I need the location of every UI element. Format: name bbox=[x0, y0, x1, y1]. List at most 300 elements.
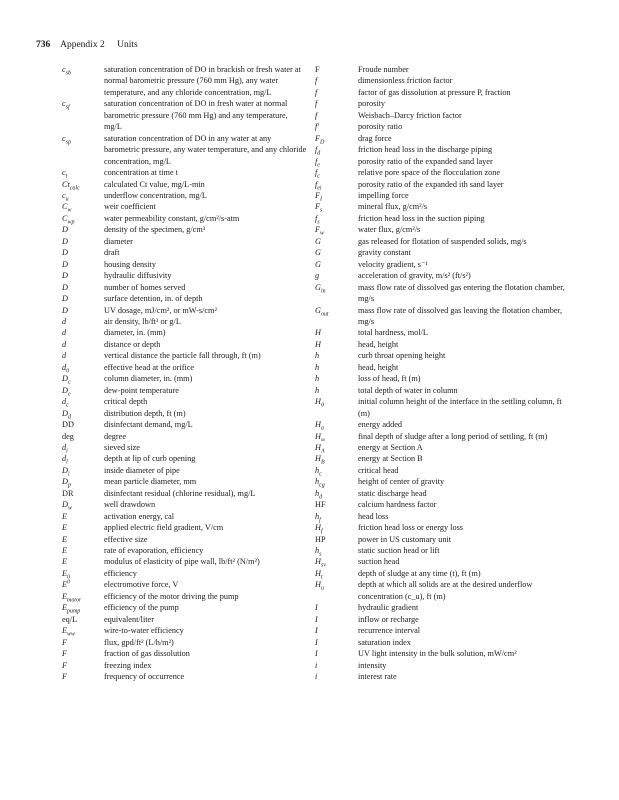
symbol-entry bbox=[315, 167, 570, 178]
symbol-superscript: 0 bbox=[67, 579, 71, 586]
symbol: I bbox=[315, 649, 318, 659]
symbol-description: column diameter, in. (mm) bbox=[104, 374, 193, 384]
symbol: D bbox=[62, 225, 68, 235]
symbol-entry bbox=[62, 648, 307, 659]
symbol: $c_u$ bbox=[62, 190, 69, 203]
symbol: $d_l$ bbox=[62, 454, 68, 467]
symbol-description: calculated Ct value, mg/L-min bbox=[104, 179, 205, 189]
symbol: $C_{wp}$ bbox=[62, 213, 75, 226]
symbol-description: gravity constant bbox=[358, 248, 411, 258]
symbol: I bbox=[315, 626, 318, 636]
symbol: HF bbox=[315, 500, 326, 510]
symbol-entry bbox=[315, 614, 570, 625]
symbol-description: critical head bbox=[358, 465, 399, 475]
symbol: $E_0$ bbox=[62, 568, 71, 581]
symbol-subscript: u bbox=[65, 196, 69, 203]
symbol-description: porosity bbox=[358, 99, 386, 109]
symbol-entry bbox=[62, 522, 307, 533]
symbol-description: interest rate bbox=[358, 672, 397, 682]
symbol-description: relative pore space of the flocculation zone bbox=[358, 168, 501, 178]
symbol-description: head loss bbox=[358, 511, 389, 521]
symbol: $H_0$ bbox=[315, 397, 324, 409]
symbol-description: diameter, in. (mm) bbox=[104, 328, 166, 338]
symbol-entry bbox=[62, 327, 307, 338]
symbol: F bbox=[62, 672, 68, 682]
symbol-subscript: B bbox=[320, 460, 325, 467]
symbol: E bbox=[62, 546, 68, 556]
symbol-entry bbox=[315, 648, 570, 659]
symbol-entry bbox=[62, 236, 307, 247]
symbol: D bbox=[62, 248, 68, 258]
symbol: $H_B$ bbox=[315, 454, 325, 467]
symbol-entry bbox=[315, 213, 570, 224]
symbol-description: total hardness, mol/L bbox=[358, 328, 428, 338]
symbol: $H_a$ bbox=[315, 420, 324, 432]
symbol: $c_t$ bbox=[62, 168, 68, 180]
left-symbol-column bbox=[62, 64, 307, 682]
symbol-subscript: A bbox=[320, 448, 325, 455]
symbol-entry bbox=[62, 453, 307, 467]
symbol: $F_s$ bbox=[315, 202, 323, 215]
symbol-subscript: e bbox=[67, 391, 71, 398]
symbol: $f_d$ bbox=[315, 145, 321, 157]
symbol-description: curb throat opening height bbox=[358, 351, 446, 361]
symbol-description: hydraulic gradient bbox=[358, 603, 419, 613]
symbol-entry bbox=[315, 201, 570, 215]
symbol: D bbox=[62, 259, 68, 269]
symbol-entry bbox=[315, 339, 570, 350]
symbol: i bbox=[315, 672, 318, 682]
symbol-description: underflow concentration, mg/L bbox=[104, 190, 207, 200]
symbol-description: fraction of gas dissolution bbox=[104, 649, 190, 659]
symbol-description: mass flow rate of dissolved gas leaving the flotation chamber, mg/s bbox=[358, 305, 563, 326]
symbol-entry bbox=[62, 511, 307, 522]
symbol-subscript: a bbox=[320, 425, 324, 432]
symbol-subscript: 0 bbox=[66, 368, 70, 375]
symbol-entry bbox=[315, 179, 570, 190]
symbol-description: inflow or recharge bbox=[358, 614, 419, 624]
symbol-entry bbox=[62, 671, 307, 682]
symbol-subscript: c bbox=[66, 402, 69, 409]
symbol: $D_w$ bbox=[62, 500, 72, 512]
symbol: d bbox=[62, 328, 67, 338]
symbol-entry bbox=[315, 556, 570, 570]
symbol: h bbox=[315, 374, 320, 384]
symbol-description: sieved size bbox=[104, 442, 140, 452]
symbol-description: activation energy, cal bbox=[104, 511, 175, 521]
symbol-entry bbox=[62, 419, 307, 430]
symbol-entry bbox=[62, 602, 307, 613]
symbol-description: distribution depth, ft (m) bbox=[104, 408, 186, 418]
symbol-entry bbox=[62, 499, 307, 510]
symbol-entry bbox=[315, 259, 570, 270]
symbol-entry bbox=[315, 385, 570, 396]
symbol: $E_{motor}$ bbox=[62, 591, 82, 604]
symbol: $H_\infty$ bbox=[315, 431, 326, 444]
symbol: $f_e$ bbox=[315, 156, 320, 169]
symbol-subscript: sb bbox=[65, 70, 71, 77]
symbol-description: porosity ratio of the expanded sand layer bbox=[358, 156, 493, 166]
symbol-subscript: 0 bbox=[320, 402, 324, 409]
symbol-subscript: motor bbox=[67, 597, 82, 604]
symbol: H bbox=[315, 339, 321, 349]
symbol-entry bbox=[315, 568, 570, 579]
symbol-description: efficiency of the motor driving the pump bbox=[104, 591, 239, 601]
symbol-subscript: f bbox=[320, 528, 323, 535]
symbol-entry bbox=[62, 568, 307, 579]
symbol-entry bbox=[315, 327, 570, 338]
symbol-entry bbox=[315, 373, 570, 384]
symbol-subscript: d bbox=[67, 414, 71, 421]
symbol-description: hydraulic diffusivity bbox=[104, 271, 172, 281]
symbol-subscript: s bbox=[319, 551, 322, 558]
symbol-description: wire-to-water efficiency bbox=[104, 626, 184, 636]
symbol-entry bbox=[62, 201, 307, 215]
symbol-entry bbox=[62, 64, 307, 98]
symbol-entry bbox=[315, 511, 570, 522]
symbol-description: effective size bbox=[104, 534, 148, 544]
symbol-description: modulus of elasticity of pipe wall, lb/ft² (N/m²) bbox=[104, 557, 260, 567]
symbol-entry bbox=[62, 362, 307, 373]
symbol-description: effective head at the orifice bbox=[104, 362, 195, 372]
symbol-description: porosity ratio of the expanded ith sand layer bbox=[358, 179, 504, 189]
symbol: f bbox=[315, 99, 318, 109]
symbol: $d_i$ bbox=[62, 442, 68, 455]
symbol: F bbox=[62, 637, 68, 647]
symbol: E bbox=[62, 523, 68, 533]
symbol-subscript: wp bbox=[67, 219, 75, 226]
symbol-entry bbox=[62, 408, 307, 419]
symbol-subscript: out bbox=[320, 311, 329, 318]
symbol-description: head, height bbox=[358, 362, 399, 372]
symbol: $D_d$ bbox=[62, 408, 71, 421]
symbol-subscript: sp bbox=[65, 139, 71, 146]
symbol-entry bbox=[62, 224, 307, 235]
right-symbol-column bbox=[315, 64, 570, 682]
symbol-description: friction head loss in the suction piping bbox=[358, 213, 485, 223]
symbol: $G_{out}$ bbox=[315, 305, 329, 318]
symbol-entry bbox=[62, 431, 307, 442]
symbol-entry bbox=[315, 305, 570, 328]
symbol: deg bbox=[62, 431, 74, 441]
symbol-subscript: D bbox=[320, 139, 325, 146]
symbol-entry bbox=[62, 98, 307, 132]
symbol: D bbox=[62, 236, 68, 246]
symbol: DR bbox=[62, 488, 74, 498]
symbol-description: concentration at time t bbox=[104, 168, 178, 178]
symbol: E bbox=[62, 511, 68, 521]
symbol: HP bbox=[315, 534, 326, 544]
symbol-entry bbox=[315, 419, 570, 430]
symbol-entry bbox=[315, 282, 570, 305]
symbol: I bbox=[315, 614, 318, 624]
symbol-description: degree bbox=[104, 431, 126, 441]
symbol: $d_c$ bbox=[62, 397, 69, 409]
symbol-entry bbox=[62, 259, 307, 270]
symbol-description: energy added bbox=[358, 420, 403, 430]
symbol-entry bbox=[62, 591, 307, 602]
symbol-description: total depth of water in column bbox=[358, 385, 458, 395]
symbol: $h_d$ bbox=[315, 488, 323, 501]
symbol-description: distance or depth bbox=[104, 339, 161, 349]
symbol-description: head, height bbox=[358, 339, 399, 349]
symbol-entry bbox=[315, 579, 570, 602]
symbol-entry bbox=[315, 545, 570, 556]
symbol-description: efficiency bbox=[104, 568, 137, 578]
symbol-entry bbox=[62, 316, 307, 327]
symbol-entry bbox=[315, 453, 570, 467]
symbol-description: electromotive force, V bbox=[104, 580, 179, 590]
symbol-description: final depth of sludge after a long period of settling, ft (m) bbox=[358, 431, 548, 441]
symbol-entry bbox=[62, 660, 307, 671]
symbol-entry bbox=[315, 190, 570, 201]
symbol-description: UV light intensity in the bulk solution, mW/cm² bbox=[358, 649, 517, 659]
symbol: E bbox=[62, 557, 68, 567]
symbol: G bbox=[315, 259, 321, 269]
symbol-description: energy at Section B bbox=[358, 454, 423, 464]
symbol-entry bbox=[62, 534, 307, 545]
symbol-entry bbox=[315, 98, 570, 109]
symbol: E bbox=[62, 534, 68, 544]
symbol-entry bbox=[62, 385, 307, 396]
symbol-subscript: s bbox=[320, 208, 323, 215]
symbol: f bbox=[315, 76, 318, 86]
symbol: I bbox=[315, 603, 318, 613]
symbol-subscript: c bbox=[319, 471, 322, 478]
symbol-description: inside diameter of pipe bbox=[104, 465, 180, 475]
symbol-entry bbox=[315, 671, 570, 682]
symbol-description: surface detention, in. of depth bbox=[104, 294, 203, 304]
symbol: D bbox=[62, 294, 68, 304]
symbol-subscript: t bbox=[65, 173, 68, 180]
symbol-description: intensity bbox=[358, 660, 387, 670]
symbol: eq/L bbox=[62, 614, 78, 624]
symbol-description: gas released for flotation of suspended solids, mg/s bbox=[358, 236, 527, 246]
symbol-entry bbox=[62, 465, 307, 476]
symbol: h bbox=[315, 362, 320, 372]
symbol: $H_A$ bbox=[315, 442, 325, 455]
symbol-subscript: ∞ bbox=[320, 437, 326, 444]
appendix-label: Appendix 2 bbox=[60, 40, 105, 50]
symbol-subscript: f bbox=[319, 517, 321, 524]
symbol-description: disinfectant residual (chlorine residual), mg/L bbox=[104, 488, 256, 498]
symbol: $H_u$ bbox=[315, 580, 324, 593]
symbol-entry bbox=[62, 282, 307, 293]
symbol-entry bbox=[62, 179, 307, 190]
symbol-entry bbox=[315, 602, 570, 613]
page-number: 736 bbox=[36, 40, 51, 50]
symbol-description: saturation index bbox=[358, 637, 411, 647]
symbol-description: water flux, g/cm²/s bbox=[358, 225, 421, 235]
symbol: F bbox=[62, 649, 68, 659]
symbol: H bbox=[315, 328, 321, 338]
symbol-description: recurrence interval bbox=[358, 626, 421, 636]
symbol-entry bbox=[62, 190, 307, 201]
symbol-subscript: 0 bbox=[67, 574, 71, 581]
symbol-description: efficiency of the pump bbox=[104, 603, 179, 613]
symbol-description: mineral flux, g/cm²/s bbox=[358, 202, 428, 212]
symbol-entry bbox=[315, 270, 570, 281]
symbol-entry bbox=[62, 247, 307, 258]
symbol-subscript: pump bbox=[67, 608, 81, 615]
symbol: h bbox=[315, 351, 320, 361]
symbol-description: friction head loss or energy loss bbox=[358, 523, 464, 533]
symbol: $h_{cg}$ bbox=[315, 477, 325, 489]
symbol: $h_s$ bbox=[315, 546, 322, 558]
symbol-entry bbox=[62, 488, 307, 499]
symbol-description: housing density bbox=[104, 259, 157, 269]
symbol-subscript: s bbox=[317, 219, 320, 226]
symbol-entry bbox=[315, 64, 570, 75]
symbol-subscript: c bbox=[317, 173, 320, 180]
symbol-description: static discharge head bbox=[358, 488, 427, 498]
symbol-description: Weisbach–Darcy friction factor bbox=[358, 110, 462, 120]
symbol-description: depth of sludge at any time (t), ft (m) bbox=[358, 568, 481, 578]
symbol-entry bbox=[315, 87, 570, 98]
symbol-entry bbox=[315, 431, 570, 442]
symbol-description: draft bbox=[104, 248, 120, 258]
symbol-description: depth at which all solids are at the desired underflow concentration (c_u), ft (m) bbox=[358, 580, 533, 601]
symbol: $H_f$ bbox=[315, 523, 323, 535]
symbol-description: porosity ratio bbox=[358, 122, 403, 132]
symbol-description: saturation concentration of DO in fresh water at normal barometric pressure (760 mm Hg) and any temperature, mg/L bbox=[104, 99, 288, 132]
symbol-description: vertical distance the particle fall through, ft (m) bbox=[104, 351, 261, 361]
symbol-subscript: p bbox=[67, 482, 71, 489]
symbol-entry bbox=[315, 236, 570, 247]
symbol: $c_{sf}$ bbox=[62, 99, 70, 111]
symbol: $f_s$ bbox=[315, 213, 320, 226]
symbol-subscript: w bbox=[67, 208, 72, 215]
symbol: i bbox=[315, 660, 318, 670]
symbol-subscript: w bbox=[67, 505, 72, 512]
symbol-entry bbox=[62, 637, 307, 648]
symbol-entry bbox=[62, 339, 307, 350]
symbol: $F_w$ bbox=[315, 225, 325, 237]
symbol-description: mass flow rate of dissolved gas entering the flotation chamber, mg/s bbox=[358, 282, 565, 304]
symbol-entry bbox=[315, 499, 570, 510]
symbol-subscript: i bbox=[66, 448, 68, 455]
symbol-description: suction head bbox=[358, 557, 400, 567]
symbol-subscript: sv bbox=[320, 563, 326, 570]
symbol-description: frequency of occurrence bbox=[104, 672, 185, 682]
symbol: $D_e$ bbox=[62, 385, 71, 398]
symbol-subscript: e bbox=[317, 162, 320, 169]
symbol: G bbox=[315, 248, 321, 258]
symbol-description: rate of evaporation, efficiency bbox=[104, 546, 204, 556]
symbol-description: number of homes served bbox=[104, 282, 186, 292]
symbol-description: air density, lb/ft³ or g/L bbox=[104, 316, 181, 326]
symbol: f bbox=[315, 110, 318, 120]
symbol-entry bbox=[62, 442, 307, 453]
symbol: $c_{sb}$ bbox=[62, 65, 71, 77]
symbol-entry bbox=[315, 110, 570, 121]
symbol: d bbox=[62, 339, 67, 349]
symbol-description: dew-point temperature bbox=[104, 385, 179, 395]
symbol-description: power in US customary unit bbox=[358, 534, 452, 544]
symbol-entry bbox=[315, 133, 570, 144]
symbol-description: saturation concentration of DO in any water at any barometric pressure, any water temperature, and any chloride concentration, mg/L bbox=[104, 133, 307, 166]
symbol-description: Froude number bbox=[358, 65, 409, 74]
symbol: F bbox=[315, 65, 320, 74]
symbol-entry bbox=[62, 213, 307, 224]
symbol: d bbox=[62, 316, 67, 326]
symbol-subscript: w bbox=[320, 230, 325, 237]
symbol: G bbox=[315, 236, 321, 246]
symbol: $D_p$ bbox=[62, 477, 71, 489]
symbol-entry bbox=[62, 614, 307, 625]
symbol-entry bbox=[315, 442, 570, 453]
symbol-description: applied electric field gradient, V/cm bbox=[104, 523, 224, 533]
symbol-subscript: d bbox=[317, 150, 321, 157]
symbol-subscript: ei bbox=[317, 185, 322, 192]
symbol-subscript: I bbox=[320, 196, 323, 203]
symbol-entry bbox=[315, 247, 570, 258]
symbol-description: flux, gpd/ft² (L/h/m²) bbox=[104, 637, 174, 647]
symbol: $h_f$ bbox=[315, 511, 321, 524]
symbol: h bbox=[315, 385, 320, 395]
symbol: g bbox=[315, 271, 320, 281]
symbol: $D_i$ bbox=[62, 465, 70, 478]
symbol-description: dimensionless friction factor bbox=[358, 76, 453, 86]
symbol-subscript: sf bbox=[65, 105, 70, 111]
symbol-description: diameter bbox=[104, 236, 133, 246]
symbol: D bbox=[62, 305, 68, 315]
symbol-description: equivalent/liter bbox=[104, 614, 154, 624]
symbol-subscript: in bbox=[320, 288, 326, 295]
symbol-entry bbox=[315, 350, 570, 361]
symbol: $f_{ei}$ bbox=[315, 179, 322, 192]
symbol-entry bbox=[62, 305, 307, 316]
symbol-subscript: c bbox=[67, 379, 71, 386]
symbol: $h_c$ bbox=[315, 465, 322, 478]
symbol-entry bbox=[62, 373, 307, 384]
symbol: $d_0$ bbox=[62, 362, 70, 375]
symbol-description: UV dosage, mJ/cm², or mW-s/cm² bbox=[104, 305, 217, 315]
symbol-entry bbox=[315, 156, 570, 167]
symbol-description: calcium hardness factor bbox=[358, 500, 437, 510]
symbol: $H_t$ bbox=[315, 568, 323, 581]
symbol-entry bbox=[62, 350, 307, 361]
symbol-subscript: u bbox=[320, 586, 324, 593]
symbol: $C_w$ bbox=[62, 202, 72, 215]
symbol-entry bbox=[62, 476, 307, 487]
symbol: $E_{ww}$ bbox=[62, 626, 75, 638]
symbol-subscript: t bbox=[320, 574, 323, 581]
symbol-entry bbox=[315, 144, 570, 155]
symbol-entry bbox=[315, 224, 570, 235]
symbol-description: impelling force bbox=[358, 190, 409, 200]
symbol-description: density of the specimen, g/cm³ bbox=[104, 225, 206, 235]
symbol: D bbox=[62, 282, 68, 292]
symbol-description: factor of gas dissolution at pressure P, fraction bbox=[358, 87, 511, 97]
symbol: $Ct_{calc}$ bbox=[62, 179, 80, 192]
symbol: I bbox=[315, 637, 318, 647]
symbol-entry bbox=[62, 545, 307, 556]
symbol-entry bbox=[315, 534, 570, 545]
symbol-entry bbox=[62, 293, 307, 304]
symbol: $c_{sp}$ bbox=[62, 133, 71, 146]
symbol: f bbox=[315, 87, 318, 97]
symbol: $G_{in}$ bbox=[315, 282, 326, 295]
symbol-entry bbox=[62, 579, 307, 590]
symbol-description: acceleration of gravity, m/s² (ft/s²) bbox=[358, 271, 471, 281]
symbol-entry bbox=[315, 465, 570, 476]
symbol-description: depth at lip of curb opening bbox=[104, 454, 196, 464]
symbol-entry bbox=[62, 625, 307, 636]
symbol: $H_{sv}$ bbox=[315, 557, 326, 570]
symbol: $E_{pump}$ bbox=[62, 603, 81, 615]
symbol-subscript: l bbox=[66, 460, 68, 467]
